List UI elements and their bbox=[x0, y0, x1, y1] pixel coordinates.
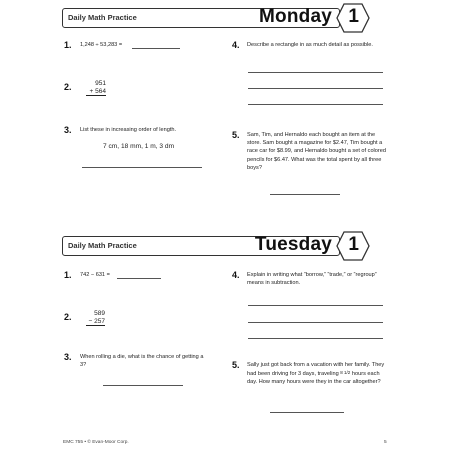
addend-top: 951 bbox=[95, 80, 106, 87]
week-number: 1 bbox=[348, 234, 359, 255]
answer-line[interactable] bbox=[132, 48, 180, 49]
answer-line[interactable] bbox=[270, 194, 340, 195]
subtraction-problem bbox=[86, 310, 105, 326]
question-text-part: Sally just got back from a vacation with her family. They had been driving for 3 days, traveling bbox=[247, 362, 385, 378]
question-text: When rolling a die, what is the chance of getting a 3? bbox=[80, 354, 204, 369]
banner-label: Daily Math Practice bbox=[68, 13, 137, 22]
length-options: 7 cm, 18 mm, 1 m, 3 dm bbox=[103, 143, 175, 150]
question-number: 2. bbox=[64, 312, 72, 322]
question-number: 2. bbox=[64, 82, 72, 92]
page-number: 5 bbox=[384, 440, 387, 445]
subtrahend: − 257 bbox=[88, 317, 105, 325]
day-title: Monday bbox=[259, 6, 332, 27]
addend-bottom: + 564 bbox=[89, 87, 106, 95]
banner-label: Daily Math Practice bbox=[68, 241, 137, 250]
question-number: 3. bbox=[64, 352, 72, 362]
question-number: 5. bbox=[232, 360, 240, 370]
answer-line[interactable] bbox=[248, 338, 383, 339]
answer-line[interactable] bbox=[248, 88, 383, 89]
answer-line[interactable] bbox=[82, 167, 202, 168]
question-number: 1. bbox=[64, 40, 72, 50]
question-text bbox=[247, 361, 387, 387]
sum-bar bbox=[86, 95, 106, 96]
minuend: 589 bbox=[94, 310, 105, 317]
answer-line[interactable] bbox=[248, 322, 383, 323]
difference-bar bbox=[86, 325, 105, 326]
week-number: 1 bbox=[348, 6, 359, 27]
footer-copyright: EMC 755 • © Evan-Moor Corp. bbox=[63, 440, 129, 445]
answer-line[interactable] bbox=[248, 305, 383, 306]
question-number: 1. bbox=[64, 270, 72, 280]
day-title: Tuesday bbox=[254, 234, 332, 255]
question-text-part: hours each day. How many hours were they in the car altogether? bbox=[247, 371, 381, 386]
answer-line[interactable] bbox=[248, 72, 383, 73]
answer-line[interactable] bbox=[248, 104, 383, 105]
question-text: 1,248 ÷ 53,283 = bbox=[80, 42, 123, 48]
monday-banner bbox=[62, 8, 388, 30]
mixed-number: 8 1/2 bbox=[340, 370, 351, 376]
question-text: 742 − 631 = bbox=[80, 272, 110, 278]
question-number: 5. bbox=[232, 130, 240, 140]
addition-problem bbox=[86, 80, 106, 96]
answer-line[interactable] bbox=[103, 385, 183, 386]
question-number: 4. bbox=[232, 40, 240, 50]
question-text: Sam, Tim, and Hernaldo each bought an item at the store. Sam bought a magazine for $2.47, Tim bought a race car for $8.99, and Hernaldo bought a set of colored pencils for $6.47. What was the total spent by all three boys? bbox=[247, 132, 386, 171]
question-number: 4. bbox=[232, 270, 240, 280]
tuesday-banner bbox=[62, 236, 388, 258]
answer-line[interactable] bbox=[270, 412, 344, 413]
question-text: Describe a rectangle in as much detail as possible. bbox=[247, 42, 373, 48]
question-number: 3. bbox=[64, 125, 72, 135]
question-text: Explain in writing what “borrow,” “trade,” or “regroup” means in subtraction. bbox=[247, 272, 377, 287]
question-text: List these in increasing order of length. bbox=[80, 127, 177, 133]
answer-line[interactable] bbox=[117, 278, 161, 279]
